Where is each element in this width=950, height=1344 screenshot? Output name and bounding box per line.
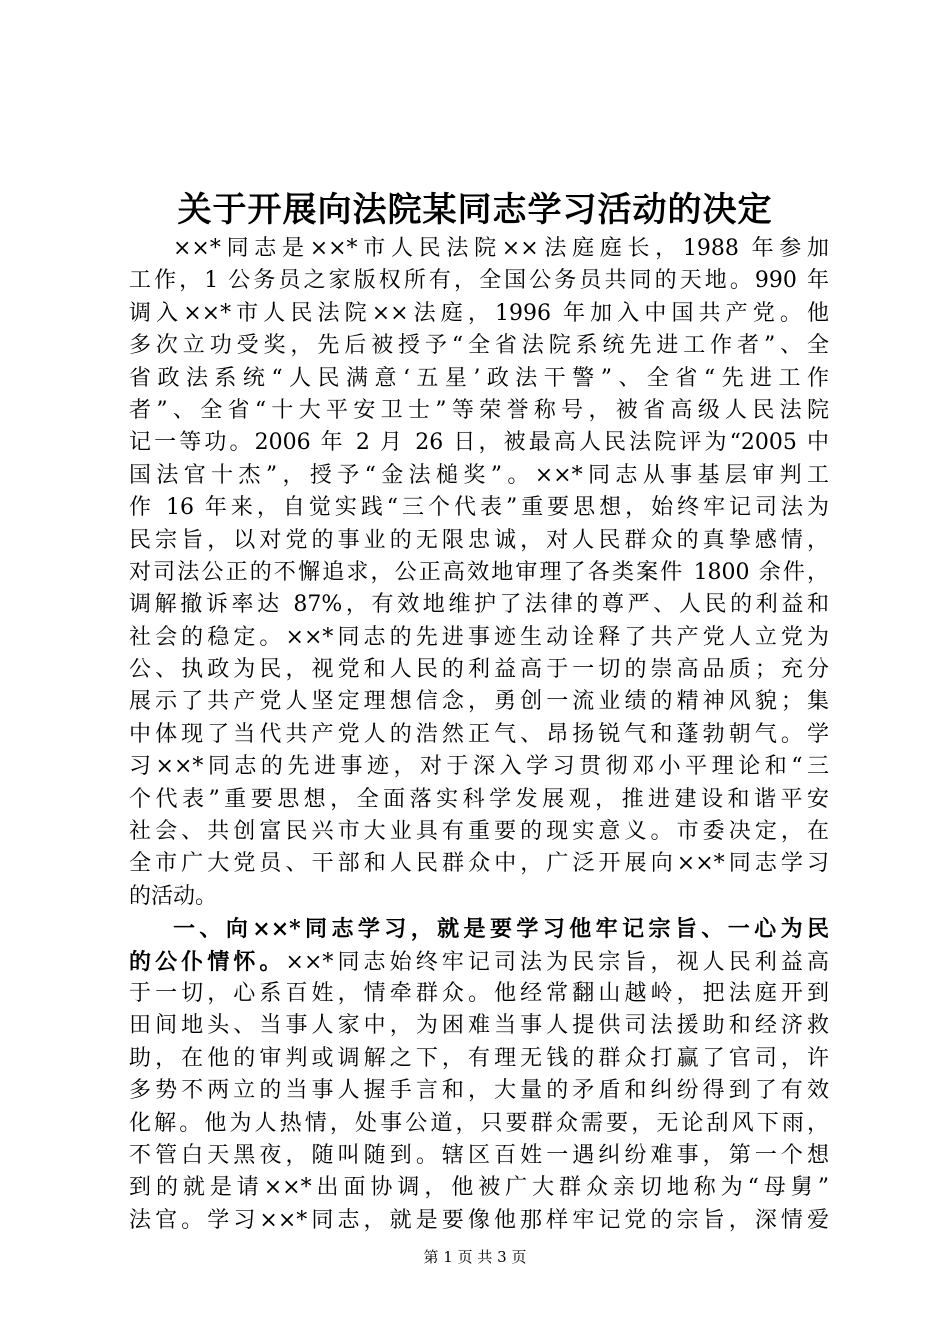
paragraph-1-line: 民宗旨，以对党的事业的无限忠诚，对人民群众的真挚感情， — [129, 527, 829, 553]
paragraph-2-line-start: ××*同志始终牢记司法为民宗旨，视人民利益高 — [285, 949, 829, 975]
paragraph-1-line: 对司法公正的不懈追求，公正高效地审理了各类案件 1800 余件， — [129, 559, 829, 585]
document-body — [129, 233, 829, 1237]
paragraph-2-line: 助，在他的审判或调解之下，有理无钱的群众打赢了官司，许 — [129, 1045, 829, 1071]
paragraph-1-line: 社会、共创富民兴市大业具有重要的现实意义。市委决定，在 — [129, 819, 829, 845]
paragraph-1-line: 调入××*市人民法院××法庭，1996 年加入中国共产党。他 — [129, 300, 829, 326]
paragraph-1-line: 多次立功受奖，先后被授予“全省法院系统先进工作者”、全 — [129, 333, 829, 359]
paragraph-1-line: 记一等功。2006 年 2 月 26 日，被最高人民法院评为“2005 中 — [129, 430, 829, 456]
paragraph-1-line: 展示了共产党人坚定理想信念，勇创一流业绩的精神风貌；集 — [129, 689, 829, 715]
paragraph-2-line: 化解。他为人热情，处事公道，只要群众需要，无论刮风下雨， — [129, 1110, 829, 1136]
paragraph-1-line: 者”、全省“十大平安卫士”等荣誉称号，被省高级人民法院 — [129, 397, 829, 423]
paragraph-2-first-line — [129, 946, 829, 978]
paragraph-1-line: 公、执政为民，视党和人民的利益高于一切的崇高品质；充分 — [129, 657, 829, 683]
paragraph-1-line: 中体现了当代共产党人的浩然正气、昂扬锐气和蓬勃朝气。学 — [129, 721, 829, 747]
paragraph-2-line: 不管白天黑夜，随叫随到。辖区百姓一遇纠纷难事，第一个想 — [129, 1142, 829, 1168]
paragraph-1-line: 个代表”重要思想，全面落实科学发展观，推进建设和谐平安 — [129, 786, 829, 812]
paragraph-2-line: 于一切，心系百姓，情牵群众。他经常翻山越岭，把法庭开到 — [129, 980, 829, 1006]
paragraph-1-line: 工作，1 公务员之家版权所有，全国公务员共同的天地。990 年 — [129, 268, 829, 294]
paragraph-1-line: 作 16 年来，自觉实践“三个代表”重要思想，始终牢记司法为 — [129, 495, 829, 521]
paragraph-2-line: 法官。学习××*同志，就是要像他那样牢记党的宗旨，深情爱 — [129, 1207, 829, 1233]
paragraph-1-line: 国法官十杰”，授予“金法槌奖”。××*同志从事基层审判工 — [129, 462, 829, 488]
page-number-footer: 第 1 页 共 3 页 — [423, 1248, 527, 1266]
paragraph-1-line: 习××*同志的先进事迹，对于深入学习贯彻邓小平理论和“三 — [129, 754, 829, 780]
section-1-heading-end: 的公仆情怀。 — [129, 948, 286, 975]
paragraph-1-line: 的活动。 — [129, 883, 218, 909]
paragraph-1-line: 全市广大党员、干部和人民群众中，广泛开展向××*同志学习 — [129, 851, 829, 877]
paragraph-1-line: 调解撤诉率达 87%，有效地维护了法律的尊严、人民的利益和 — [129, 592, 829, 618]
paragraph-1-line: 省政法系统“人民满意‘五星’政法干警”、全省“先进工作 — [129, 365, 829, 391]
paragraph-2-line: 多势不两立的当事人握手言和，大量的矛盾和纠纷得到了有效 — [129, 1078, 829, 1104]
section-1-heading: 一、向××*同志学习，就是要学习他牢记宗旨、一心为民 — [173, 916, 829, 943]
paragraph-2-line: 到的就是请××*出面协调，他被广大群众亲切地称为“母舅” — [129, 1175, 829, 1201]
document-title: 关于开展向法院某同志学习活动的决定 — [177, 190, 773, 230]
paragraph-1-line: 社会的稳定。××*同志的先进事迹生动诠释了共产党人立党为 — [129, 624, 829, 650]
paragraph-2-line: 田间地头、当事人家中，为困难当事人提供司法援助和经济救 — [129, 1013, 829, 1039]
paragraph-1-line: ××*同志是××*市人民法院××法庭庭长，1988 年参加 — [173, 236, 829, 261]
